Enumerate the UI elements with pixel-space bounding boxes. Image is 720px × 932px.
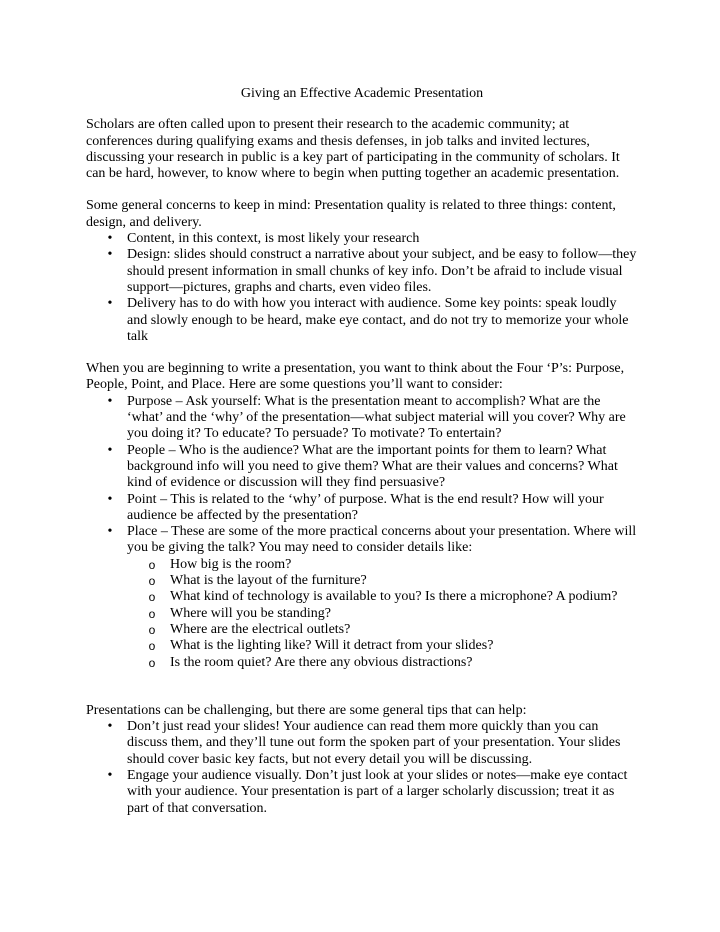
list-item-text: Point – This is related to the ‘why’ of purpose. What is the end result? How will your audience be affected by the presentation? (127, 491, 604, 523)
tips-intro-paragraph: Presentations can be challenging, but there are some general tips that can help: (86, 702, 527, 718)
list-item (86, 394, 638, 443)
bullet-icon: • (107, 296, 113, 312)
bullet-icon: • (107, 247, 113, 263)
list-item-text: Don’t just read your slides! Your audience can read them more quickly than you can discuss them, and they’ll tune out form the spoken part of your presentation. Your slides should cover basic key facts, but not every detail you will be discussing. (127, 719, 621, 767)
list-item (86, 719, 638, 768)
concerns-list (86, 231, 638, 345)
list-item (86, 768, 638, 817)
list-item (86, 231, 638, 247)
intro-paragraph: Scholars are often called upon to present their research to the academic community; at conferences during qualifying exams and thesis defenses, in job talks and invited lectures, discussing your research in public is a key part of participating in the community of scholars. It can be hard, however, to know where to begin when putting together an academic presentation. (86, 117, 620, 182)
list-item (86, 557, 638, 573)
circle-bullet-icon: o (148, 622, 156, 637)
bullet-icon: • (107, 719, 113, 735)
list-item-text: Is the room quiet? Are there any obvious distractions? (170, 654, 473, 670)
list-item (86, 247, 638, 296)
list-item-text: Content, in this context, is most likely your research (127, 231, 420, 247)
tips-list (86, 719, 638, 817)
list-item (86, 638, 638, 654)
list-item (86, 573, 638, 589)
concerns-intro-paragraph: Some general concerns to keep in mind: Presentation quality is related to three things: content, design, and delivery. (86, 198, 616, 230)
circle-bullet-icon: o (148, 574, 156, 589)
list-item (86, 655, 638, 671)
bullet-icon: • (107, 442, 113, 458)
list-item (86, 492, 638, 525)
circle-bullet-icon: o (148, 606, 156, 621)
list-item (86, 589, 638, 605)
list-item-text: How big is the room? (170, 556, 292, 572)
bullet-icon: • (107, 524, 113, 540)
circle-bullet-icon: o (148, 655, 156, 670)
list-item-text: People – Who is the audience? What are the important points for them to learn? What background info will you need to give them? What are their values and concerns? What kind of evidence or discussion will they find persuasive? (127, 442, 618, 491)
list-item-text: Purpose – Ask yourself: What is the presentation meant to accomplish? What are the ‘what’ and the ‘why’ of the presentation—what subject material will you cover? Why are you doing it? To educate? To persuade? To motivate? To entertain? (127, 393, 626, 442)
list-item-text: Delivery has to do with how you interact with audience. Some key points: speak loudly and slowly enough to be heard, make eye contact, and do not try to memorize your whole talk (127, 296, 629, 344)
list-item (86, 606, 638, 622)
bullet-icon: • (107, 393, 113, 409)
list-item-text: Place – These are some of the more practical concerns about your presentation. Where will you be giving the talk? You may need to consider details like: (127, 524, 637, 556)
circle-bullet-icon: o (148, 639, 156, 654)
list-item-text: What kind of technology is available to you? Is there a microphone? A podium? (170, 589, 618, 605)
list-item-text: What is the layout of the furniture? (170, 573, 367, 589)
list-item-text: Where are the electrical outlets? (170, 621, 351, 637)
list-item (86, 443, 638, 492)
document-title: Giving an Effective Academic Presentation (240, 86, 484, 101)
four-ps-intro-paragraph: When you are beginning to write a presentation, you want to think about the Four ‘P’s: Purpose, People, Point, and Place. Here are some questions you’ll want to consider: (86, 361, 625, 393)
bullet-icon: • (107, 767, 113, 783)
list-item (86, 524, 638, 557)
list-item (86, 622, 638, 638)
list-item-text: Design: slides should construct a narrative about your subject, and be easy to follow—they should present information in small chunks of key info. Don’t be afraid to include visual support—pictures, graphs and charts, even video files. (127, 247, 637, 295)
bullet-icon: • (107, 231, 113, 247)
list-item-text: What is the lighting like? Will it detract from your slides? (170, 638, 494, 654)
circle-bullet-icon: o (148, 557, 156, 572)
four-ps-list (86, 394, 638, 557)
list-item (86, 296, 638, 345)
document-body (86, 86, 638, 817)
bullet-icon: • (107, 491, 113, 507)
list-item-text: Engage your audience visually. Don’t just look at your slides or notes—make eye contact with your audience. Your presentation is part of a larger scholarly discussion; treat it as part of that conversation. (127, 767, 628, 816)
place-details-list (86, 557, 638, 671)
list-item-text: Where will you be standing? (170, 605, 331, 621)
circle-bullet-icon: o (148, 590, 156, 605)
